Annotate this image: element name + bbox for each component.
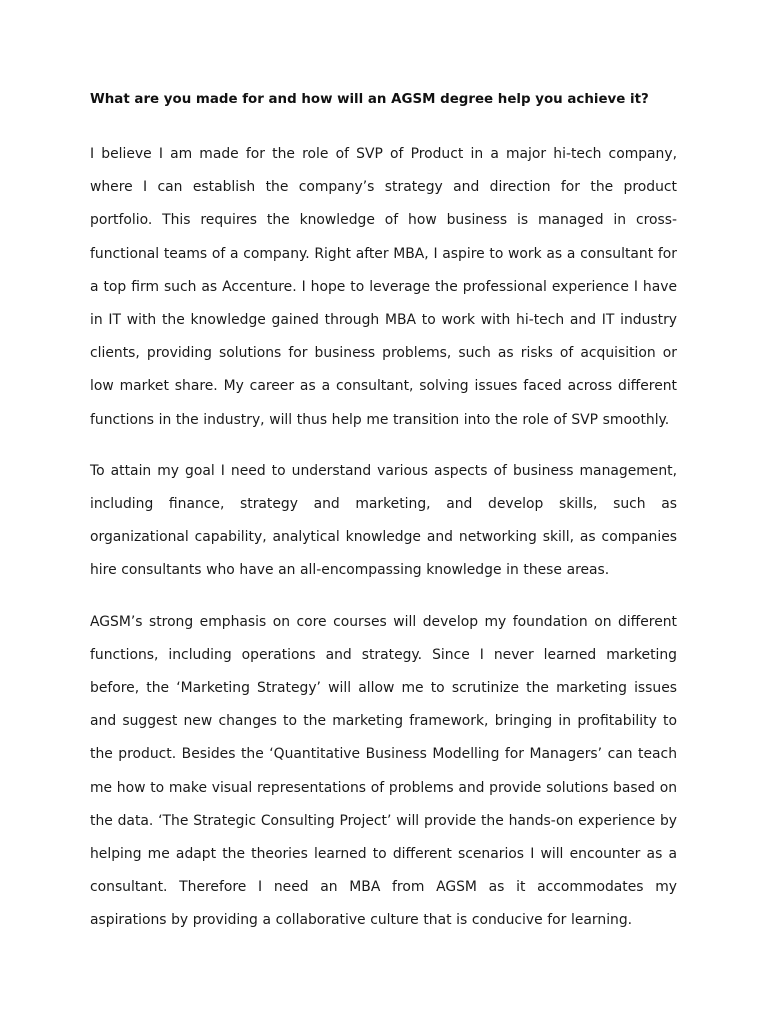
document-page xyxy=(90,88,677,956)
paragraph-skills-needed: To attain my goal I need to understand various aspects of business management, including finance, strategy and marketing, and develop skills, such as organizational capability, analytical knowledge and networking skill, as companies hire consultants who have an all-encompassing knowledge in these areas. xyxy=(90,462,677,579)
paragraph-career-goal: I believe I am made for the role of SVP of Product in a major hi-tech company, where I can establish the company’s strategy and direction for the product portfolio. This requires the knowledge of how business is managed in cross-functional teams of a company. Right after MBA, I aspire to work as a consultant for a top firm such as Accenture. I hope to leverage the professional experience I have in IT with the knowledge gained through MBA to work with hi-tech and IT industry clients, providing solutions for business problems, such as risks of acquisition or low market share. My career as a consultant, solving issues faced across different functions in the industry, will thus help me transition into the role of SVP smoothly. xyxy=(90,146,677,428)
paragraph-agsm-courses: AGSM’s strong emphasis on core courses will develop my foundation on different functions, including operations and strategy. Since I never learned marketing before, the ‘Marketing Strategy’ will allow me to scrutinize the marketing issues and suggest new changes to the marketing framework, bringing in profitability to the product. Besides the ‘Quantitative Business Modelling for Managers’ can teach me how to make visual representations of problems and provide solutions based on the data. ‘The Strategic Consulting Project’ will provide the hands-on experience by helping me adapt the theories learned to different scenarios I will encounter as a consultant. Therefore I need an MBA from AGSM as it accommodates my aspirations by providing a collaborative culture that is conducive for learning. xyxy=(90,613,677,929)
document-title: What are you made for and how will an AGSM degree help you achieve it? xyxy=(90,92,649,107)
